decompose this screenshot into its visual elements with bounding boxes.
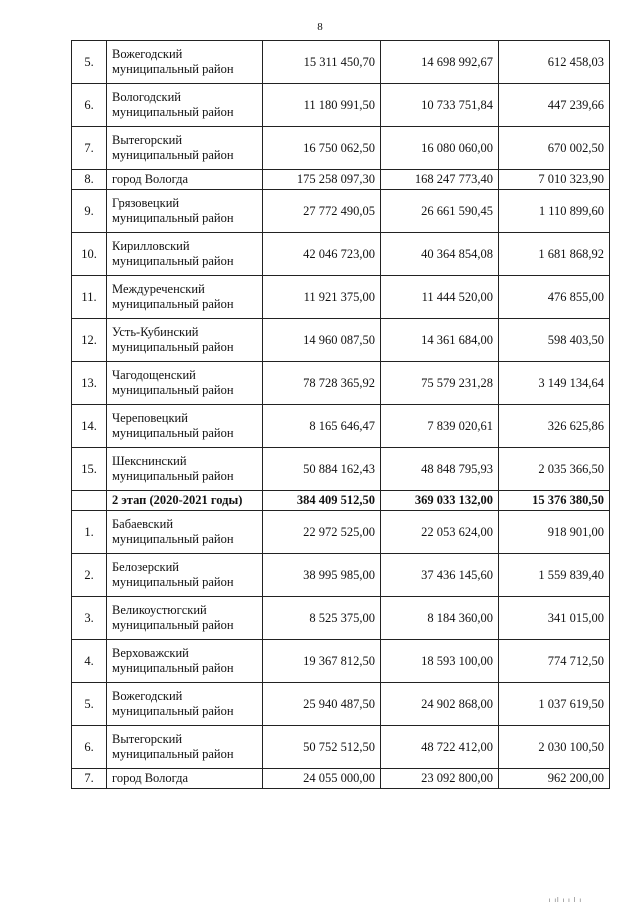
table-body [72,41,610,789]
amount-column-2: 18 593 100,00 [381,640,499,683]
amount-column-3: 1 037 619,50 [499,683,610,726]
row-number [72,491,107,511]
amount-column-2: 75 579 231,28 [381,362,499,405]
name-line: муниципальный район [112,426,234,440]
row-number: 12. [72,319,107,362]
row-number: 3. [72,597,107,640]
municipality-name [107,170,263,190]
name-line: Верховажский [112,646,189,660]
table-row [72,233,610,276]
amount-column-1: 27 772 490,05 [263,190,381,233]
municipality-name [107,448,263,491]
row-number: 4. [72,640,107,683]
municipality-name [107,362,263,405]
amount-column-3: 341 015,00 [499,597,610,640]
row-number: 6. [72,84,107,127]
amount-column-3: 612 458,03 [499,41,610,84]
amount-column-1: 50 752 512,50 [263,726,381,769]
amount-column-2: 14 361 684,00 [381,319,499,362]
amount-column-2: 16 080 060,00 [381,127,499,170]
amount-column-1: 14 960 087,50 [263,319,381,362]
amount-column-2: 8 184 360,00 [381,597,499,640]
amount-column-3: 447 239,66 [499,84,610,127]
name-line: Вытегорский [112,732,183,746]
row-number: 9. [72,190,107,233]
amount-column-1: 384 409 512,50 [263,491,381,511]
table-row [72,448,610,491]
amount-column-2: 24 902 868,00 [381,683,499,726]
row-number: 6. [72,726,107,769]
amount-column-1: 11 180 991,50 [263,84,381,127]
row-number: 8. [72,170,107,190]
name-line: Бабаевский [112,517,174,531]
municipality-name [107,233,263,276]
name-line: муниципальный район [112,62,234,76]
municipality-name [107,319,263,362]
table-row [72,276,610,319]
table-row [72,683,610,726]
amount-column-2: 11 444 520,00 [381,276,499,319]
amount-column-3: 1 110 899,60 [499,190,610,233]
table-row [72,554,610,597]
name-line: муниципальный район [112,661,234,675]
name-line: Вологодский [112,90,181,104]
table-row [72,319,610,362]
name-line: город Вологда [112,172,189,186]
municipality-name [107,127,263,170]
name-line: муниципальный район [112,575,234,589]
name-line: Кирилловский [112,239,190,253]
amount-column-1: 11 921 375,00 [263,276,381,319]
amount-column-1: 19 367 812,50 [263,640,381,683]
table-row [72,127,610,170]
amount-column-3: 962 200,00 [499,769,610,789]
municipality-name [107,276,263,319]
municipality-name [107,190,263,233]
amount-column-3: 3 149 134,64 [499,362,610,405]
name-line: муниципальный район [112,383,234,397]
row-number: 14. [72,405,107,448]
name-line: Вожегодский [112,689,183,703]
name-line: Чагодощенский [112,368,196,382]
municipality-name [107,769,263,789]
name-line: город Вологда [112,771,189,785]
amount-column-2: 168 247 773,40 [381,170,499,190]
amount-column-1: 24 055 000,00 [263,769,381,789]
name-line: Великоустюгский [112,603,207,617]
name-line: Вытегорский [112,133,183,147]
amount-column-2: 40 364 854,08 [381,233,499,276]
amount-column-1: 22 972 525,00 [263,511,381,554]
name-line: муниципальный район [112,532,234,546]
amount-column-1: 16 750 062,50 [263,127,381,170]
amount-column-2: 48 848 795,93 [381,448,499,491]
amount-column-2: 48 722 412,00 [381,726,499,769]
table-row [72,640,610,683]
row-number: 11. [72,276,107,319]
municipality-name [107,84,263,127]
name-line: Грязовецкий [112,196,180,210]
amount-column-1: 8 165 646,47 [263,405,381,448]
amount-column-1: 175 258 097,30 [263,170,381,190]
amount-column-3: 1 681 868,92 [499,233,610,276]
scan-mark: ı ıl ı ı l ı [548,897,582,904]
name-line: Междуреченский [112,282,205,296]
municipality-name [107,41,263,84]
amount-column-3: 598 403,50 [499,319,610,362]
table-row [72,405,610,448]
row-number: 7. [72,769,107,789]
amount-column-3: 1 559 839,40 [499,554,610,597]
amount-column-3: 326 625,86 [499,405,610,448]
amount-column-2: 37 436 145,60 [381,554,499,597]
name-line: Вожегодский [112,47,183,61]
amount-column-3: 7 010 323,90 [499,170,610,190]
amount-column-1: 8 525 375,00 [263,597,381,640]
name-line: муниципальный район [112,105,234,119]
municipality-name [107,640,263,683]
table-row [72,41,610,84]
amount-column-3: 2 030 100,50 [499,726,610,769]
table-row [72,511,610,554]
row-number: 5. [72,41,107,84]
table-row [72,190,610,233]
name-line: муниципальный район [112,211,234,225]
amount-column-1: 50 884 162,43 [263,448,381,491]
amount-column-3: 918 901,00 [499,511,610,554]
amount-column-3: 2 035 366,50 [499,448,610,491]
name-line: муниципальный район [112,704,234,718]
row-number: 15. [72,448,107,491]
row-number: 1. [72,511,107,554]
amount-column-2: 369 033 132,00 [381,491,499,511]
amount-column-1: 25 940 487,50 [263,683,381,726]
amount-column-1: 42 046 723,00 [263,233,381,276]
budget-table [71,40,610,789]
name-line: Усть-Кубинский [112,325,199,339]
table-row [72,362,610,405]
amount-column-2: 7 839 020,61 [381,405,499,448]
name-line: Белозерский [112,560,179,574]
name-line: муниципальный район [112,340,234,354]
amount-column-2: 10 733 751,84 [381,84,499,127]
name-line: муниципальный район [112,469,234,483]
amount-column-2: 22 053 624,00 [381,511,499,554]
municipality-name [107,597,263,640]
row-number: 10. [72,233,107,276]
amount-column-3: 670 002,50 [499,127,610,170]
name-line: муниципальный район [112,297,234,311]
municipality-name [107,405,263,448]
table-row [72,597,610,640]
amount-column-2: 26 661 590,45 [381,190,499,233]
table-row [72,84,610,127]
name-line: муниципальный район [112,254,234,268]
name-line: 2 этап (2020-2021 годы) [112,493,243,507]
amount-column-2: 23 092 800,00 [381,769,499,789]
name-line: Шекснинский [112,454,187,468]
amount-column-3: 15 376 380,50 [499,491,610,511]
municipality-name [107,511,263,554]
amount-column-2: 14 698 992,67 [381,41,499,84]
table-row [72,769,610,789]
row-number: 13. [72,362,107,405]
municipality-name [107,554,263,597]
table-row [72,726,610,769]
amount-column-1: 78 728 365,92 [263,362,381,405]
amount-column-3: 774 712,50 [499,640,610,683]
amount-column-3: 476 855,00 [499,276,610,319]
row-number: 2. [72,554,107,597]
page-number: 8 [317,21,323,33]
name-line: Череповецкий [112,411,188,425]
table-row [72,170,610,190]
name-line: муниципальный район [112,148,234,162]
municipality-name [107,726,263,769]
row-number: 5. [72,683,107,726]
amount-column-1: 38 995 985,00 [263,554,381,597]
amount-column-1: 15 311 450,70 [263,41,381,84]
municipality-name [107,683,263,726]
name-line: муниципальный район [112,618,234,632]
row-number: 7. [72,127,107,170]
stage-total-row [72,491,610,511]
stage-label [107,491,263,511]
name-line: муниципальный район [112,747,234,761]
